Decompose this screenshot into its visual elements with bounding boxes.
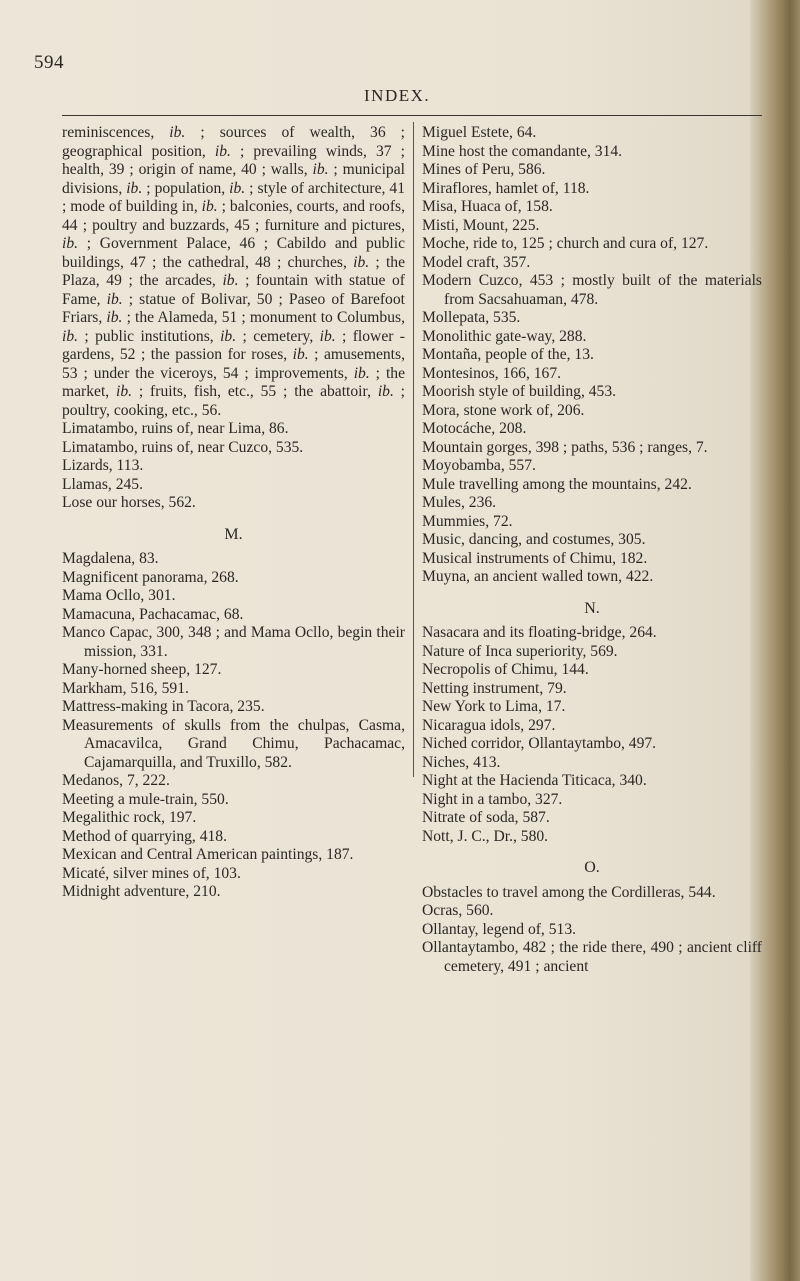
index-entry: Ollantaytambo, 482 ; the ride there, 490 ; ancient cliff cemetery, 491 ; ancient <box>422 939 762 975</box>
section-letter-n: N. <box>584 599 600 617</box>
index-entry: Mollepata, 535. <box>422 309 521 326</box>
section-letter-o: O. <box>584 859 600 876</box>
index-entry: Mine host the comandante, 314. <box>422 142 623 160</box>
header-rule <box>62 115 762 116</box>
entries-m-left <box>62 550 405 902</box>
index-entry: Mora, stone work of, 206. <box>422 401 585 419</box>
index-entry: Moyobamba, 557. <box>422 457 536 474</box>
index-entry: Magnificent panorama, 268. <box>62 568 239 586</box>
index-entry: Mule travelling among the mountains, 242. <box>422 475 692 493</box>
index-entry: Montesinos, 166, 167. <box>422 364 562 382</box>
index-entry: Necropolis of Chimu, 144. <box>422 661 589 678</box>
index-entry: Mummies, 72. <box>422 512 513 530</box>
index-entry: Muyna, an ancient walled town, 422. <box>422 568 654 585</box>
index-entry: Micaté, silver mines of, 103. <box>62 864 241 882</box>
index-entry: Mama Ocllo, 301. <box>62 587 176 604</box>
index-entry: Midnight adventure, 210. <box>62 883 221 900</box>
index-entry: Miguel Estete, 64. <box>422 124 537 141</box>
index-entry: Musical instruments of Chimu, 182. <box>422 549 648 567</box>
index-entry: Many-horned sheep, 127. <box>62 661 222 678</box>
index-entry: Llamas, 245. <box>62 475 143 493</box>
index-entry: Manco Capac, 300, 348 ; and Mama Ocllo, begin their mission, 331. <box>62 624 405 660</box>
index-entry: Miraflores, hamlet of, 118. <box>422 179 590 197</box>
index-entry: Magdalena, 83. <box>62 550 159 567</box>
index-entry: Music, dancing, and costumes, 305. <box>422 531 646 548</box>
index-entry: Meeting a mule-train, 550. <box>62 790 229 808</box>
index-entry: Limatambo, ruins of, near Cuzco, 535. <box>62 438 304 456</box>
index-entry: Modern Cuzco, 453 ; mostly built of the materials from Sacsahuaman, 478. <box>422 272 762 308</box>
entries-n <box>422 624 762 846</box>
index-entry: Moorish style of building, 453. <box>422 383 617 400</box>
index-entry: Obstacles to travel among the Cordilleras, 544. <box>422 883 716 901</box>
index-entry: Markham, 516, 591. <box>62 679 189 697</box>
section-letter-m: M. <box>224 525 243 543</box>
entries-m-right <box>422 124 762 587</box>
index-entry: Moche, ride to, 125 ; church and cura of, 127. <box>422 235 709 252</box>
index-entry: Niched corridor, Ollantaytambo, 497. <box>422 735 657 752</box>
index-entry: Montaña, people of the, 13. <box>422 346 594 363</box>
page-number: 594 <box>34 52 64 73</box>
index-entry: Megalithic rock, 197. <box>62 809 197 826</box>
index-entry: Mattress-making in Tacora, 235. <box>62 698 265 715</box>
index-entry: Night at the Hacienda Titicaca, 340. <box>422 772 647 789</box>
index-entry: Lizards, 113. <box>62 457 144 474</box>
index-entry: Nasacara and its floating-bridge, 264. <box>422 624 657 641</box>
entries-o <box>422 884 762 977</box>
index-entry: Mountain gorges, 398 ; paths, 536 ; ranges, 7. <box>422 438 708 456</box>
index-entry: Netting instrument, 79. <box>422 679 567 697</box>
left-column <box>62 124 405 902</box>
running-head: INDEX. <box>364 86 431 105</box>
index-entry: Measurements of skulls from the chulpas, Casma, Amacavilca, Grand Chimu, Pachacamac, Cajamarquilla, and Truxillo, 582. <box>62 716 405 771</box>
index-entry: Nature of Inca superiority, 569. <box>422 642 618 660</box>
index-entry: Misti, Mount, 225. <box>422 216 540 234</box>
right-column <box>422 124 762 976</box>
column-divider <box>413 122 414 777</box>
index-entry: Lose our horses, 562. <box>62 494 196 511</box>
index-entry: Motocáche, 208. <box>422 420 527 437</box>
index-entry: Ollantay, legend of, 513. <box>422 920 577 938</box>
index-entry: Model craft, 357. <box>422 253 531 271</box>
index-entry: Nitrate of soda, 587. <box>422 809 550 826</box>
index-entry: Ocras, 560. <box>422 902 494 919</box>
index-entry: Mines of Peru, 586. <box>422 161 546 178</box>
index-entry: Mexican and Central American paintings, 187. <box>62 846 354 863</box>
index-entry: Method of quarrying, 418. <box>62 827 228 845</box>
index-entry: Night in a tambo, 327. <box>422 790 563 808</box>
index-entry: Nott, J. C., Dr., 580. <box>422 827 549 845</box>
continuation-entry: reminiscences, ib. ; sources of wealth, 36 ; geographical position, ib. ; prevailing winds, 37 ; health, 39 ; origin of name, 40 ; walls, ib. ; municipal divisions, ib. ; population, ib. ; style of architecture, 41 ; mode of building in, ib. ; balconies, courts, and roofs, 44 ; poultry and buzzards, 45 ; furniture and pictures, ib. ; Government Palace, 46 ; Cabildo and public buildings, 47 ; the cathedral, 48 ; churches, ib. ; the Plaza, 49 ; the arcades, ib. ; fountain with statue of Fame, ib. ; statue of Bolivar, 50 ; Paseo of Barefoot Friars, ib. ; the Alameda, 51 ; monument to Columbus, ib. ; public institutions, ib. ; cemetery, ib. ; flower - gardens, 52 ; the passion for roses, ib. ; amusements, 53 ; under the viceroys, 54 ; improvements, ib. ; the market, ib. ; fruits, fish, etc., 55 ; the abattoir, ib. ; poultry, cooking, etc., 56. <box>62 124 406 419</box>
index-entry: Mules, 236. <box>422 494 497 511</box>
index-entry: Medanos, 7, 222. <box>62 772 170 789</box>
index-entry: Monolithic gate-way, 288. <box>422 327 587 345</box>
index-entry: Misa, Huaca of, 158. <box>422 198 553 215</box>
index-entry: Mamacuna, Pachacamac, 68. <box>62 605 244 623</box>
index-entry: New York to Lima, 17. <box>422 698 566 715</box>
index-entry: Nicaragua idols, 297. <box>422 716 556 734</box>
index-entry: Limatambo, ruins of, near Lima, 86. <box>62 420 289 437</box>
entries-l <box>62 420 405 513</box>
index-entry: Niches, 413. <box>422 753 501 771</box>
